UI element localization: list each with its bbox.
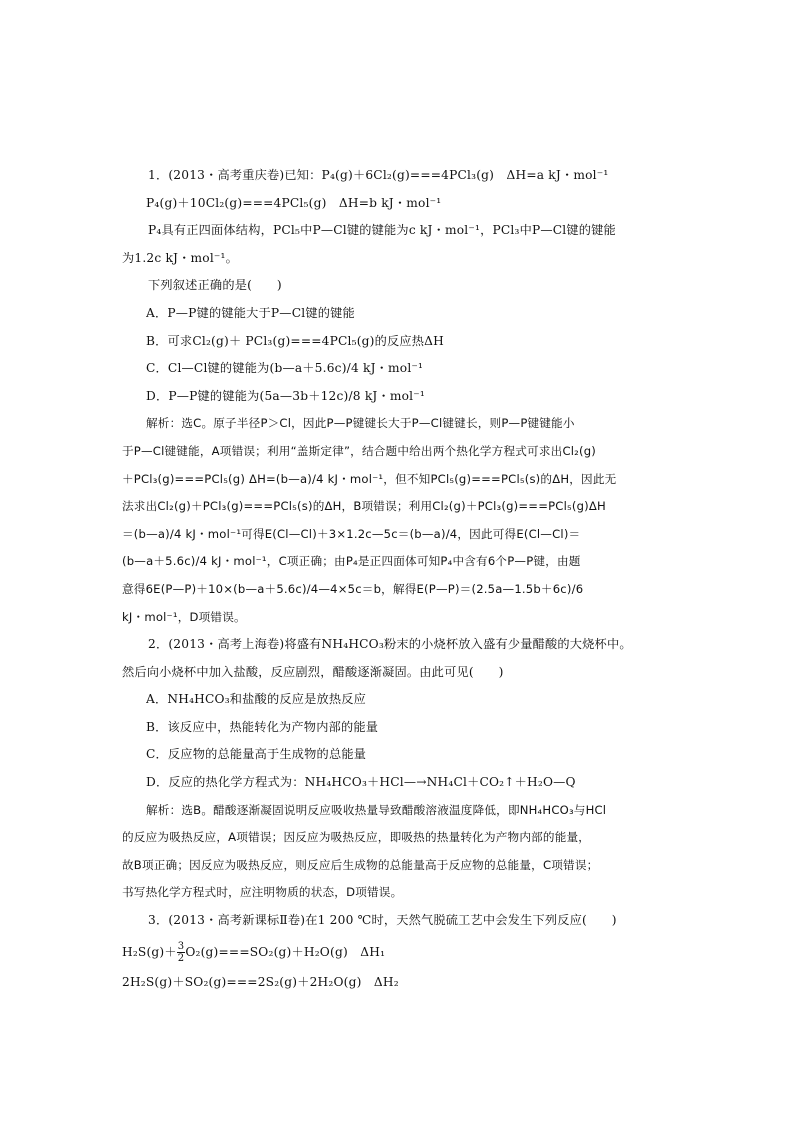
q1-stem-line-1: 1．(2013・高考重庆卷)已知：P₄(g)＋6Cl₂(g)===4PCl₃(g) ΔH=a kJ・mol⁻¹ — [148, 168, 609, 182]
q1-stem-line-3: P₄具有正四面体结构，PCl₅中P—Cl键的键能为c kJ・mol⁻¹，PCl₃中P—Cl键的键能 — [148, 223, 616, 238]
q1-solution-line: 意得6E(P—P)＋10×(b—a＋5.6c)/4—4×5c＝b，解得E(P—P)＝(2.5a—1.5b＋6c)/6 — [122, 581, 584, 596]
q1-stem-line-5: 下列叙述正确的是( ) — [148, 278, 282, 293]
q1-solution — [122, 410, 654, 631]
q1-stem-line-2: P₄(g)＋10Cl₂(g)===4PCl₅(g) ΔH=b kJ・mol⁻¹ — [146, 195, 442, 210]
q3-stem-line-1: 3．(2013・高考新课标Ⅱ卷)在1 200 ℃时，天然气脱硫工艺中会发生下列反应( ) — [148, 913, 617, 928]
q3-equation-1 — [122, 935, 654, 969]
q1-option-d: D．P—P键的键能为(5a—3b＋12c)/8 kJ・mol⁻¹ — [146, 388, 425, 403]
q1-solution-line: 于P—Cl键键能，A项错误；利用“盖斯定律”，结合题中给出两个热化学方程式可求出Cl₂(g) — [122, 443, 597, 458]
q2-option-d: D．反应的热化学方程式为：NH₄HCO₃＋HCl—→NH₄Cl＋CO₂↑＋H₂O—Q — [146, 775, 576, 790]
q2-solution-line: 的反应为吸热反应，A项错误；因反应为吸热反应，即吸热的热量转化为产物内部的能量， — [122, 830, 591, 845]
q2-option-b: B．该反应中，热能转化为产物内部的能量 — [146, 719, 379, 734]
q1-solution-line: 法求出Cl₂(g)＋PCl₃(g)===PCl₅(s)的ΔH，B项错误；利用Cl₂(g)＋PCl₃(g)===PCl₅(g)ΔH — [122, 499, 606, 514]
q1-solution-line: 解析：选C。原子半径P＞Cl，因此P—P键键长大于P—Cl键键长，则P—P键键能小 — [146, 416, 575, 431]
document-page — [122, 162, 654, 996]
q2-solution-line: 故B项正确；因反应为吸热反应，则反应后生成物的总能量高于反应物的总能量，C项错误； — [122, 857, 599, 872]
q3-equation-2: 2H₂S(g)＋SO₂(g)===2S₂(g)＋2H₂O(g) ΔH₂ — [122, 974, 399, 989]
q1-option-a: A．P—P键的键能大于P—Cl键的键能 — [146, 305, 355, 320]
q1-solution-line: (b—a＋5.6c)/4 kJ・mol⁻¹，C项正确；由P₄是正四面体可知P₄中含有6个P—P键，由题 — [122, 554, 581, 569]
question-1 — [122, 162, 654, 631]
q3-eq1-reactant: H₂S(g)＋ — [122, 944, 177, 959]
q1-solution-line: ＋PCl₃(g)===PCl₅(g) ΔH=(b—a)/4 kJ・mol⁻¹，但不知PCl₅(g)===PCl₅(s)的ΔH，因此无 — [122, 471, 617, 486]
q1-solution-line: ＝(b—a)/4 kJ・mol⁻¹可得E(Cl—Cl)＋3×1.2c—5c＝(b—a)/4，因此可得E(Cl—Cl)＝ — [122, 526, 581, 541]
q2-solution — [122, 797, 654, 907]
question-2 — [122, 631, 654, 907]
fraction-denominator: 2 — [177, 952, 185, 964]
question-3 — [122, 907, 654, 996]
q2-option-a: A．NH₄HCO₃和盐酸的反应是放热反应 — [146, 692, 367, 707]
q2-solution-line: 解析：选B。醋酸逐渐凝固说明反应吸收热量导致醋酸溶液温度降低，即NH₄HCO₃与HCl — [146, 802, 607, 817]
fraction-numerator: 3 — [177, 940, 185, 952]
q1-option-c: C．Cl—Cl键的键能为(b—a＋5.6c)/4 kJ・mol⁻¹ — [146, 361, 424, 376]
q2-stem-line-1: 2．(2013・高考上海卷)将盛有NH₄HCO₃粉末的小烧杯放入盛有少量醋酸的大烧杯中。 — [148, 637, 632, 652]
q2-solution-line: 书写热化学方程式时，应注明物质的状态，D项错误。 — [122, 885, 403, 900]
q1-solution-line: kJ・mol⁻¹，D项错误。 — [122, 609, 246, 624]
q2-option-c: C．反应物的总能量高于生成物的总能量 — [146, 747, 367, 762]
q3-eq1-rest: O₂(g)===SO₂(g)＋H₂O(g) ΔH₁ — [185, 944, 386, 959]
q1-option-b: B．可求Cl₂(g)＋ PCl₃(g)===4PCl₅(g)的反应热ΔH — [146, 333, 445, 348]
q2-stem-line-2: 然后向小烧杯中加入盐酸，反应剧烈，醋酸逐渐凝固。由此可见( ) — [122, 664, 504, 679]
q1-stem-line-4: 为1.2c kJ・mol⁻¹。 — [122, 250, 239, 265]
